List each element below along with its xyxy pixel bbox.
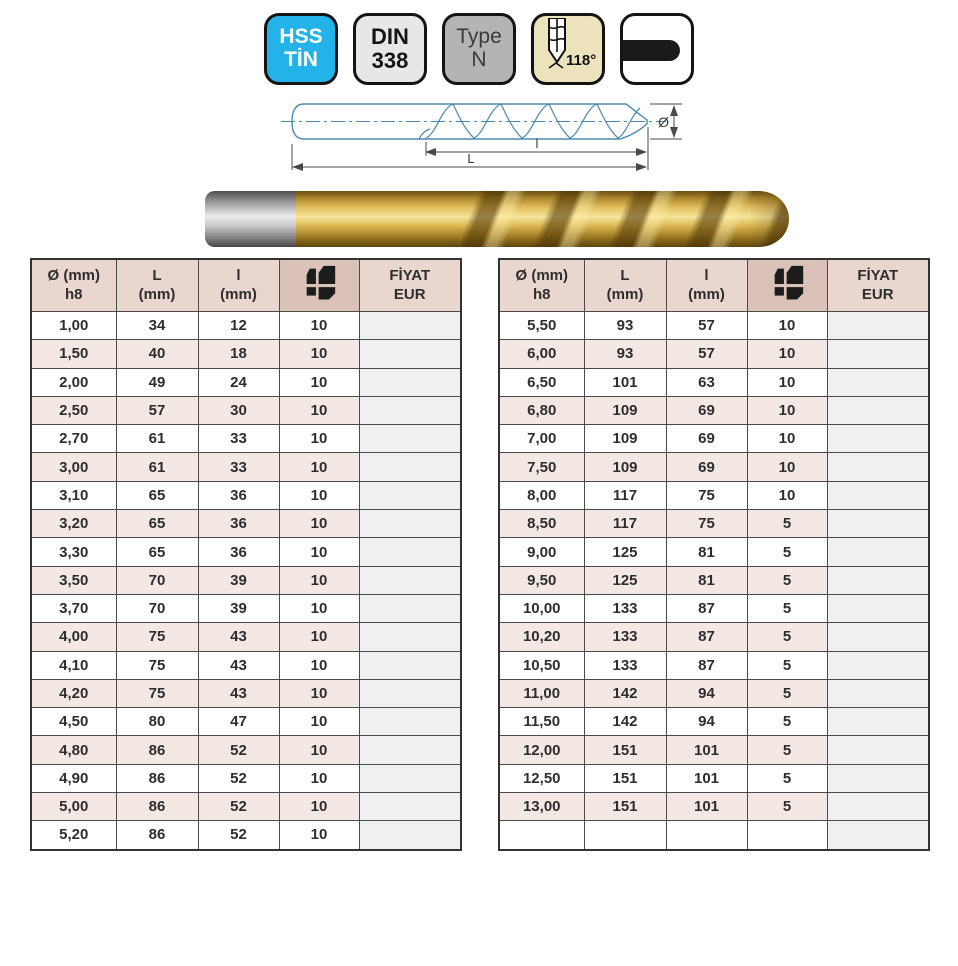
price-cell: [827, 538, 929, 566]
flute-length-cell: 43: [198, 679, 279, 707]
diameter-cell: 5,20: [31, 821, 116, 850]
flute-length-cell: 101: [666, 764, 747, 792]
diameter-cell: 2,00: [31, 368, 116, 396]
total-length-cell: 151: [584, 736, 666, 764]
flute-length-cell: 43: [198, 651, 279, 679]
badge-line: 338: [371, 48, 409, 73]
flute-length-cell: 24: [198, 368, 279, 396]
diameter-cell: 3,20: [31, 510, 116, 538]
flute-length-cell: 87: [666, 623, 747, 651]
badge-line: Type: [456, 25, 502, 49]
price-cell: [827, 510, 929, 538]
col-header-price: [827, 259, 929, 312]
flute-length-cell: 57: [666, 340, 747, 368]
flute-length-cell: 33: [198, 453, 279, 481]
pack-qty-cell: 10: [279, 623, 359, 651]
price-cell: [359, 679, 461, 707]
header-line: h8: [64, 285, 83, 303]
header-line: Ø (mm): [515, 266, 568, 284]
total-length-cell: 109: [584, 453, 666, 481]
total-length-cell: 125: [584, 566, 666, 594]
price-cell: [359, 821, 461, 850]
col-header-diameter: [31, 259, 116, 312]
header-line: L: [620, 266, 630, 284]
table-row: [31, 312, 461, 340]
header-row: [31, 259, 461, 312]
table-row: [499, 425, 929, 453]
total-length-cell: 49: [116, 368, 198, 396]
pack-qty-cell: 10: [279, 708, 359, 736]
flute-length-label: l: [535, 136, 539, 151]
pack-qty-cell: 10: [279, 453, 359, 481]
diameter-cell: 10,50: [499, 651, 584, 679]
diameter-cell: 4,90: [31, 764, 116, 792]
price-cell: [827, 453, 929, 481]
diameter-cell: 3,30: [31, 538, 116, 566]
flute-spiral-layer: [462, 191, 789, 247]
badge-line: N: [471, 48, 487, 71]
spec-table-left: [30, 258, 462, 851]
flute-length-cell: 81: [666, 566, 747, 594]
total-length-cell: 133: [584, 623, 666, 651]
table-row: [31, 821, 461, 850]
diameter-label: Ø: [658, 114, 669, 130]
table-row: [499, 821, 929, 850]
total-length-cell: 65: [116, 510, 198, 538]
flute-length-cell: 52: [198, 764, 279, 792]
total-length-cell: 93: [584, 340, 666, 368]
table-row: [499, 623, 929, 651]
diameter-cell: 8,50: [499, 510, 584, 538]
flute-length-cell: 52: [198, 736, 279, 764]
badge-line: HSS: [279, 25, 323, 49]
table-row: [31, 453, 461, 481]
diameter-cell: 4,20: [31, 679, 116, 707]
price-cell: [827, 736, 929, 764]
pack-qty-cell: 5: [747, 708, 827, 736]
table-row: [31, 425, 461, 453]
flute-length-cell: 39: [198, 566, 279, 594]
cylindrical-shank-badge: [620, 13, 694, 85]
flute-length-cell: 69: [666, 396, 747, 424]
din-338-badge: [353, 13, 427, 85]
flute-length-cell: 12: [198, 312, 279, 340]
total-length-cell: 75: [116, 623, 198, 651]
total-length-cell: 70: [116, 566, 198, 594]
flute-length-cell: 94: [666, 708, 747, 736]
total-length-cell: 40: [116, 340, 198, 368]
badge-line: TİN: [284, 48, 318, 71]
diameter-cell: 13,00: [499, 793, 584, 821]
price-cell: [827, 566, 929, 594]
total-length-cell: 117: [584, 481, 666, 509]
table-row: [499, 510, 929, 538]
total-length-cell: 75: [116, 651, 198, 679]
total-length-cell: 93: [584, 312, 666, 340]
table-row: [31, 594, 461, 622]
price-cell: [827, 651, 929, 679]
pack-qty-cell: 10: [279, 396, 359, 424]
price-cell: [827, 594, 929, 622]
price-cell: [359, 425, 461, 453]
total-length-cell: 75: [116, 679, 198, 707]
header-line: h8: [532, 285, 551, 303]
flute-length-cell: 69: [666, 453, 747, 481]
diameter-cell: 4,00: [31, 623, 116, 651]
pack-qty-cell: 10: [279, 510, 359, 538]
table-row: [499, 340, 929, 368]
pack-qty-cell: [747, 821, 827, 850]
pack-qty-cell: 10: [747, 368, 827, 396]
total-length-cell: 133: [584, 594, 666, 622]
tip-shading-layer: [748, 191, 789, 247]
flute-length-cell: 87: [666, 594, 747, 622]
price-cell: [827, 793, 929, 821]
col-header-price: [359, 259, 461, 312]
table-row: [499, 764, 929, 792]
total-length-cell: 109: [584, 425, 666, 453]
price-cell: [359, 764, 461, 792]
total-length-cell: 151: [584, 793, 666, 821]
price-cell: [359, 453, 461, 481]
total-length-cell: 101: [584, 368, 666, 396]
price-cell: [827, 679, 929, 707]
total-length-cell: 142: [584, 679, 666, 707]
table-row: [499, 708, 929, 736]
diameter-cell: 4,80: [31, 736, 116, 764]
col-header-package-qty: [747, 259, 827, 312]
col-header-package-qty: [279, 259, 359, 312]
flute-length-cell: 75: [666, 510, 747, 538]
diameter-cell: 8,00: [499, 481, 584, 509]
spec-table-right: [498, 258, 930, 851]
flute-length-cell: 87: [666, 651, 747, 679]
price-cell: [359, 651, 461, 679]
pack-qty-cell: 10: [279, 793, 359, 821]
pack-qty-cell: 10: [279, 651, 359, 679]
pack-qty-cell: 5: [747, 566, 827, 594]
gold-body-layer: [205, 191, 789, 247]
package-icon: [302, 264, 336, 301]
cylindrical-shank-icon: [623, 40, 680, 61]
pack-qty-cell: 5: [747, 623, 827, 651]
price-cell: [359, 340, 461, 368]
price-cell: [359, 594, 461, 622]
total-length-cell: 86: [116, 821, 198, 850]
diameter-cell: 4,10: [31, 651, 116, 679]
header-line: l: [236, 266, 241, 284]
price-cell: [827, 312, 929, 340]
diameter-cell: 3,70: [31, 594, 116, 622]
header-row: [499, 259, 929, 312]
table-row: [499, 453, 929, 481]
diameter-cell: 9,50: [499, 566, 584, 594]
price-cell: [827, 481, 929, 509]
pack-qty-cell: 5: [747, 510, 827, 538]
diameter-cell: 9,00: [499, 538, 584, 566]
pack-qty-cell: 10: [279, 566, 359, 594]
flute-length-cell: 101: [666, 793, 747, 821]
table-body: [31, 312, 461, 850]
flute-length-cell: 94: [666, 679, 747, 707]
total-length-cell: 86: [116, 736, 198, 764]
total-length-cell: 61: [116, 453, 198, 481]
pack-qty-cell: 10: [747, 481, 827, 509]
header-line: FİYAT: [389, 266, 431, 284]
header-line: FİYAT: [857, 266, 899, 284]
diameter-cell: 3,10: [31, 481, 116, 509]
pack-qty-cell: 10: [279, 821, 359, 850]
table-row: [499, 736, 929, 764]
flute-length-cell: 36: [198, 481, 279, 509]
pack-qty-cell: 10: [279, 764, 359, 792]
price-cell: [827, 425, 929, 453]
total-length-cell: [584, 821, 666, 850]
price-cell: [827, 340, 929, 368]
price-cell: [827, 396, 929, 424]
diameter-cell: 6,00: [499, 340, 584, 368]
table-row: [31, 566, 461, 594]
table-row: [499, 368, 929, 396]
total-length-cell: 65: [116, 481, 198, 509]
point-angle-badge: [531, 13, 605, 85]
pack-qty-cell: 10: [747, 312, 827, 340]
total-length-cell: 125: [584, 538, 666, 566]
flute-length-cell: 52: [198, 821, 279, 850]
table-row: [499, 538, 929, 566]
table-body: [499, 312, 929, 850]
flute-length-cell: 36: [198, 510, 279, 538]
pack-qty-cell: 5: [747, 793, 827, 821]
badge-line: DIN: [371, 24, 409, 50]
pack-qty-cell: 10: [747, 425, 827, 453]
table-row: [499, 793, 929, 821]
diameter-cell: 2,70: [31, 425, 116, 453]
col-header-flute-length: [198, 259, 279, 312]
hss-tin-badge: [264, 13, 338, 85]
flute-length-cell: [666, 821, 747, 850]
table-row: [31, 538, 461, 566]
diameter-cell: 4,50: [31, 708, 116, 736]
table-row: [499, 594, 929, 622]
table-row: [31, 793, 461, 821]
diameter-cell: 5,00: [31, 793, 116, 821]
total-length-cell: 151: [584, 764, 666, 792]
flute-length-cell: 18: [198, 340, 279, 368]
table-row: [499, 566, 929, 594]
table-row: [31, 736, 461, 764]
diameter-cell: 12,50: [499, 764, 584, 792]
pack-qty-cell: 5: [747, 679, 827, 707]
extension-lines: [292, 104, 682, 170]
header-line: (mm): [220, 285, 257, 303]
table-row: [31, 481, 461, 509]
table-row: [499, 396, 929, 424]
pack-qty-cell: 10: [747, 396, 827, 424]
table-row: [31, 396, 461, 424]
pack-qty-cell: 10: [279, 679, 359, 707]
diameter-cell: 12,00: [499, 736, 584, 764]
silver-shank-layer: [205, 191, 296, 247]
total-length-label: L: [467, 151, 475, 166]
total-length-cell: 34: [116, 312, 198, 340]
tin-coated-drill-bit-photo: [205, 191, 789, 247]
flute-length-cell: 52: [198, 793, 279, 821]
pack-qty-cell: 10: [279, 312, 359, 340]
package-icon: [770, 264, 804, 301]
table-row: [31, 623, 461, 651]
price-cell: [359, 510, 461, 538]
price-cell: [827, 368, 929, 396]
header-line: l: [704, 266, 709, 284]
flute-length-cell: 57: [666, 312, 747, 340]
table-row: [31, 679, 461, 707]
diameter-cell: 6,80: [499, 396, 584, 424]
header-line: (mm): [606, 285, 644, 303]
table-row: [499, 679, 929, 707]
dimension-diagram: [276, 94, 690, 176]
col-header-total-length: [116, 259, 198, 312]
table-row: [31, 368, 461, 396]
price-cell: [827, 764, 929, 792]
flute-length-cell: 33: [198, 425, 279, 453]
pack-qty-cell: 5: [747, 651, 827, 679]
diameter-cell: 6,50: [499, 368, 584, 396]
total-length-cell: 109: [584, 396, 666, 424]
pack-qty-cell: 10: [279, 736, 359, 764]
table-row: [499, 312, 929, 340]
price-cell: [359, 708, 461, 736]
pack-qty-cell: 5: [747, 538, 827, 566]
pack-qty-cell: 10: [279, 368, 359, 396]
pack-qty-cell: 10: [747, 340, 827, 368]
diameter-cell: 11,50: [499, 708, 584, 736]
table-row: [31, 651, 461, 679]
flute-length-cell: 101: [666, 736, 747, 764]
svg-text:118°: 118°: [566, 52, 597, 69]
type-n-badge: [442, 13, 516, 85]
diameter-cell: 1,00: [31, 312, 116, 340]
diameter-cell: 11,00: [499, 679, 584, 707]
header-line: EUR: [861, 285, 894, 303]
col-header-flute-length: [666, 259, 747, 312]
total-length-cell: 65: [116, 538, 198, 566]
pack-qty-cell: 5: [747, 764, 827, 792]
flute-length-cell: 75: [666, 481, 747, 509]
total-length-cell: 117: [584, 510, 666, 538]
price-cell: [359, 312, 461, 340]
diameter-cell: [499, 821, 584, 850]
price-cell: [359, 481, 461, 509]
flute-length-cell: 81: [666, 538, 747, 566]
diameter-cell: 3,50: [31, 566, 116, 594]
price-cell: [359, 736, 461, 764]
flute-length-cell: 69: [666, 425, 747, 453]
diameter-cell: 10,00: [499, 594, 584, 622]
pack-qty-cell: 5: [747, 736, 827, 764]
flute-length-cell: 47: [198, 708, 279, 736]
col-header-total-length: [584, 259, 666, 312]
total-length-cell: 86: [116, 764, 198, 792]
price-cell: [359, 396, 461, 424]
total-length-cell: 133: [584, 651, 666, 679]
pack-qty-cell: 10: [279, 425, 359, 453]
diameter-cell: 7,50: [499, 453, 584, 481]
pack-qty-cell: 10: [279, 538, 359, 566]
price-cell: [827, 708, 929, 736]
total-length-cell: 57: [116, 396, 198, 424]
diameter-cell: 7,00: [499, 425, 584, 453]
price-cell: [359, 368, 461, 396]
pack-qty-cell: 5: [747, 594, 827, 622]
header-line: Ø (mm): [47, 266, 100, 284]
col-header-diameter: [499, 259, 584, 312]
table-row: [499, 481, 929, 509]
diameter-cell: 1,50: [31, 340, 116, 368]
pack-qty-cell: 10: [747, 453, 827, 481]
drill-tip-icon: [535, 18, 601, 80]
diameter-cell: 3,00: [31, 453, 116, 481]
spec-badges-row: [0, 13, 958, 85]
price-cell: [359, 538, 461, 566]
header-line: (mm): [138, 285, 176, 303]
table-row: [31, 340, 461, 368]
total-length-cell: 80: [116, 708, 198, 736]
price-cell: [827, 623, 929, 651]
total-length-cell: 70: [116, 594, 198, 622]
header-line: L: [152, 266, 162, 284]
price-cell: [359, 623, 461, 651]
diameter-cell: 2,50: [31, 396, 116, 424]
diameter-cell: 10,20: [499, 623, 584, 651]
price-cell: [827, 821, 929, 850]
flute-length-cell: 63: [666, 368, 747, 396]
flute-length-cell: 36: [198, 538, 279, 566]
table-row: [31, 708, 461, 736]
flute-length-cell: 43: [198, 623, 279, 651]
flute-length-cell: 30: [198, 396, 279, 424]
total-length-cell: 86: [116, 793, 198, 821]
pack-qty-cell: 10: [279, 481, 359, 509]
flute-length-cell: 39: [198, 594, 279, 622]
price-cell: [359, 793, 461, 821]
total-length-cell: 142: [584, 708, 666, 736]
table-row: [31, 764, 461, 792]
total-length-cell: 61: [116, 425, 198, 453]
pack-qty-cell: 10: [279, 594, 359, 622]
pack-qty-cell: 10: [279, 340, 359, 368]
table-row: [31, 510, 461, 538]
diameter-cell: 5,50: [499, 312, 584, 340]
price-cell: [359, 566, 461, 594]
header-line: (mm): [688, 285, 725, 303]
header-line: EUR: [393, 285, 426, 303]
table-row: [499, 651, 929, 679]
